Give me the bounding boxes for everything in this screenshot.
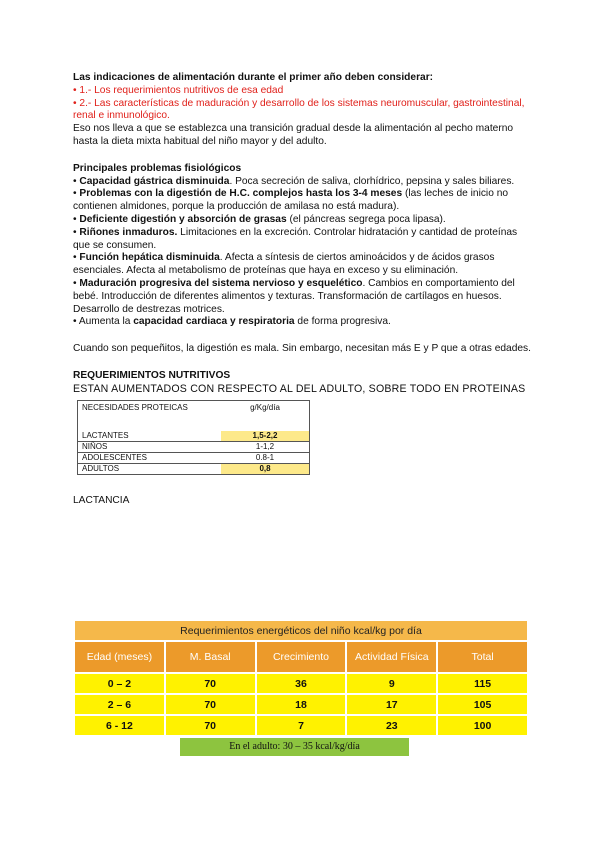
problem-bold: Capacidad gástrica disminuida — [79, 175, 230, 187]
protein-row-value: 0,8 — [221, 463, 310, 474]
protein-row-label: ADOLESCENTES — [78, 452, 222, 463]
problem-item-last — [73, 316, 533, 329]
protein-table — [77, 400, 310, 475]
energy-col-header: Actividad Física — [346, 641, 437, 673]
energy-cell: 70 — [165, 673, 256, 694]
table-row — [78, 463, 310, 474]
problem-item: • Función hepática disminuida. Afecta a síntesis de ciertos aminoácidos y de ácidos grasos esenciales. Afecta al metabolismo de proteínas que haya en exceso y su eliminación. — [73, 252, 495, 277]
digestion-note: Cuando son pequeñitos, la digestión es mala. Sin embargo, necesitan más E y P que a otras edades. — [73, 343, 531, 355]
intro-title: Las indicaciones de alimentación durante el primer año deben considerar: — [73, 72, 434, 83]
protein-row-label: LACTANTES — [82, 430, 129, 440]
protein-header-unit: g/Kg/día — [250, 402, 280, 412]
intro-item-1: • 1.- Los requerimientos nutritivos de esa edad — [73, 84, 284, 96]
energy-cell: 105 — [437, 694, 528, 715]
problem-item: • Capacidad gástrica disminuida. Poca secreción de saliva, clorhídrico, pepsina y sales biliares. — [73, 175, 515, 187]
energy-cell: 115 — [437, 673, 528, 694]
table-row — [78, 452, 310, 463]
problem-text: (el páncreas segrega poca lipasa). — [286, 213, 446, 225]
problem-text: . Afecta a síntesis de ciertos aminoácidos y de ácidos grasos esenciales. Afecta al metabolismo de proteínas que haya en exceso y su eliminación. — [73, 252, 495, 277]
problem-item: • Problemas con la digestión de H.C. complejos hasta los 3-4 meses (las leches de inicio no contienen almidones, porque la producción de amilasa no está madura). — [73, 188, 509, 213]
document-body — [73, 72, 533, 508]
energy-col-header: Total — [437, 641, 528, 673]
problem-bold: Deficiente digestión y absorción de grasas — [79, 213, 287, 225]
energy-col-header: M. Basal — [165, 641, 256, 673]
table-row — [74, 715, 528, 736]
energy-cell: 100 — [437, 715, 528, 736]
energy-cell: 6 - 12 — [74, 715, 165, 736]
protein-row-value: 0.8-1 — [221, 452, 310, 463]
requirements-title: REQUERIMIENTOS NUTRITIVOS — [73, 369, 231, 381]
energy-table-title: Requerimientos energéticos del niño kcal/kg por día — [74, 620, 528, 641]
problem-text: . Poca secreción de saliva, clorhídrico, pepsina y sales biliares. — [229, 175, 515, 187]
problem-bold: Riñones inmaduros. — [79, 226, 178, 238]
energy-cell: 7 — [256, 715, 347, 736]
table-row — [78, 431, 310, 442]
intro-item-2: • 2.- Las características de maduración y desarrollo de los sistemas neuromuscular, gastrointestinal, renal e inmunológico. — [73, 97, 525, 122]
energy-cell: 2 – 6 — [74, 694, 165, 715]
problem-text: de forma progresiva. — [294, 316, 391, 328]
table-row — [74, 673, 528, 694]
energy-cell: 9 — [346, 673, 437, 694]
problem-item: • Maduración progresiva del sistema nervioso y esquelético. Cambios en comportamiento del bebé. Introducción de diferentes alimentos y texturas. Transformación de cartílagos en huesos. Desarrollo de destrezas motrices. — [73, 277, 515, 315]
problem-text: . Cambios en comportamiento del bebé. Introducción de diferentes alimentos y texturas. Transformación de cartílagos en huesos. Desarrollo de destrezas motrices. — [73, 277, 515, 315]
energy-cell: 36 — [256, 673, 347, 694]
intro-paragraph: Eso nos lleva a que se establezca una transición gradual desde la alimentación al pecho materno hasta la dieta mixta habitual del niño mayor y del adulto. — [73, 123, 514, 147]
problem-text: Limitaciones en la excreción. Controlar hidratación y cantidad de proteínas que se consumen. — [73, 226, 518, 251]
problem-bold: Función hepática disminuida — [79, 252, 220, 264]
protein-row-value: 1,5-2,2 — [221, 431, 310, 442]
adult-requirement-note: En el adulto: 30 – 35 kcal/kg/día — [180, 738, 409, 756]
problem-bold: capacidad cardiaca y respiratoria — [133, 316, 295, 328]
table-row — [74, 694, 528, 715]
energy-col-header: Crecimiento — [256, 641, 347, 673]
problems-title: Principales problemas fisiológicos — [73, 162, 242, 174]
energy-table — [73, 619, 529, 737]
energy-col-header: Edad (meses) — [74, 641, 165, 673]
problem-bold: Maduración progresiva del sistema nervioso y esquelético — [79, 277, 363, 289]
protein-row-value: 1-1,2 — [221, 441, 310, 452]
protein-row-label: ADULTOS — [78, 463, 222, 474]
problem-text: • Aumenta la — [73, 316, 134, 328]
problem-text: (las leches de inicio no contienen almidones, porque la producción de amilasa no está madura). — [73, 188, 509, 213]
energy-cell: 0 – 2 — [74, 673, 165, 694]
problem-item: • Riñones inmaduros. Limitaciones en la excreción. Controlar hidratación y cantidad de proteínas que se consumen. — [73, 226, 518, 251]
requirements-subtitle: ESTAN AUMENTADOS CON RESPECTO AL DEL ADULTO, SOBRE TODO EN PROTEINAS — [73, 382, 526, 395]
problem-bold: Problemas con la digestión de H.C. complejos hasta los 3-4 meses — [79, 188, 403, 200]
energy-cell: 70 — [165, 694, 256, 715]
energy-cell: 17 — [346, 694, 437, 715]
table-row — [78, 441, 310, 452]
protein-header-label: NECESIDADES PROTEICAS — [82, 402, 188, 412]
energy-cell: 70 — [165, 715, 256, 736]
protein-row-label: NIÑOS — [78, 441, 222, 452]
lactancia-label: LACTANCIA — [73, 494, 130, 506]
energy-cell: 23 — [346, 715, 437, 736]
energy-cell: 18 — [256, 694, 347, 715]
problem-item: • Deficiente digestión y absorción de grasas (el páncreas segrega poca lipasa). — [73, 213, 446, 225]
